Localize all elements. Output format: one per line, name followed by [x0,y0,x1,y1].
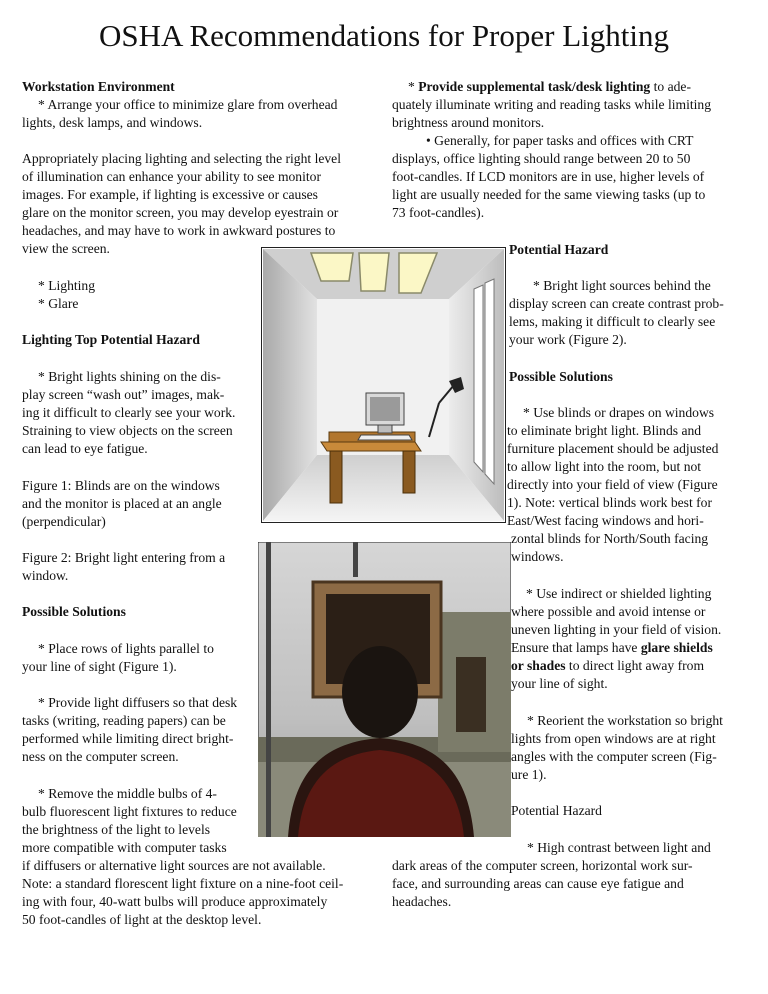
indirect-line-2: where possible and avoid intense or [511,604,706,619]
reorient-line-1: * Reorient the workstation so bright [527,713,723,728]
top-hazard-line-2: play screen “wash out” images, mak- [22,387,225,402]
contrast-line-4: headaches. [392,894,452,909]
supplemental-prefix: * [408,79,419,94]
supplemental-rest: to ade- [650,79,691,94]
solutions-heading-right: Possible Solutions [509,369,613,384]
hazard-line-4: your work (Figure 2). [509,332,627,347]
contrast-line-2: dark areas of the computer screen, horizontal work sur- [392,858,693,873]
page-title: OSHA Recommendations for Proper Lighting [99,18,669,53]
general-line-4: light are usually needed for the same viewing tasks (up to [392,187,706,202]
solutions-heading-left: Possible Solutions [22,604,126,619]
hazard-line-1: * Bright light sources behind the [533,278,711,293]
workstation-heading: Workstation Environment [22,79,175,94]
intro-line-6: view the screen. [22,241,110,256]
indirect-line-3: uneven lighting in your field of vision. [511,622,722,637]
remove-bulbs-line-8: 50 foot-candles of light at the desktop level. [22,912,262,927]
intro-line-5: headaches, and may have to work in awkward postures to [22,223,336,238]
intro-line-3: images. For example, if lighting is excessive or causes [22,187,318,202]
arrange-line-1: * Arrange your office to minimize glare from overhead [38,97,338,112]
lamps-rest: to direct light away from [565,658,705,673]
remove-bulbs-line-6: Note: a standard florescent light fixture on a nine-foot ceil- [22,876,344,891]
diffusers-line-3: performed while limiting direct bright- [22,731,234,746]
lamps-line-2 [511,657,704,675]
hazard-line-3: lems, making it difficult to clearly see [509,314,716,329]
reorient-line-2: lights from open windows are at right [511,731,716,746]
arrange-line-2: lights, desk lamps, and windows. [22,115,203,130]
contrast-line-1: * High contrast between light and [527,840,711,855]
blinds-line-1: * Use blinds or drapes on windows [523,405,715,420]
blinds-line-8: zontal blinds for North/South facing [511,531,709,546]
diffusers-line-2: tasks (writing, reading papers) can be [22,713,226,728]
blinds-line-4: to allow light into the room, but not [507,459,702,474]
lamps-bold-shades: or shades [511,658,566,673]
remove-bulbs-line-1: * Remove the middle bulbs of 4- [38,786,217,801]
supplemental-line-1 [408,78,691,96]
blinds-line-2: to eliminate bright light. Blinds and [507,423,702,438]
remove-bulbs-line-7: ing with four, 40-watt bulbs will produce approximately [22,894,328,909]
remove-bulbs-line-3: the brightness of the light to levels [22,822,211,837]
lamps-prefix: Ensure that lamps have [511,640,641,655]
blinds-line-6: 1). Note: vertical blinds work best for [507,495,712,510]
top-hazard-line-3: ing it difficult to clearly see your work. [22,405,236,420]
general-line-5: 73 foot-candles). [392,205,485,220]
topic-lighting: * Lighting [38,278,96,293]
supplemental-line-3: brightness around monitors. [392,115,545,130]
contrast-line-3: face, and surrounding areas can cause eye fatigue and [392,876,684,891]
blinds-line-9: windows. [511,549,564,564]
lamps-line-1 [511,639,713,657]
blinds-line-3: furniture placement should be adjusted [507,441,719,456]
top-hazard-line-5: can lead to eye fatigue. [22,441,148,456]
figure2-window-glare-photo [258,542,511,837]
remove-bulbs-line-4: more compatible with computer tasks [22,840,227,855]
place-rows-line-1: * Place rows of lights parallel to [38,641,214,656]
figure1-caption-3: (perpendicular) [22,514,106,529]
place-rows-line-2: your line of sight (Figure 1). [22,659,177,674]
top-hazard-line-1: * Bright lights shining on the dis- [38,369,221,384]
diffusers-line-1: * Provide light diffusers so that desk [38,695,238,710]
general-line-3: foot-candles. If LCD monitors are in use, higher levels of [392,169,705,184]
figure2-caption-1: Figure 2: Bright light entering from a [22,550,226,565]
lamps-line-3: your line of sight. [511,676,608,691]
general-line-1: • Generally, for paper tasks and offices with CRT [426,133,694,148]
supplemental-bold: Provide supplemental task/desk lighting [418,79,651,94]
hazard-line-2: display screen can create contrast prob- [509,296,724,311]
blinds-line-5: directly into your field of view (Figure [507,477,718,492]
remove-bulbs-line-5: if diffusers or alternative light sources are not available. [22,858,326,873]
reorient-line-3: angles with the computer screen (Fig- [511,749,717,764]
figure2-caption-2: window. [22,568,69,583]
intro-line-4: glare on the monitor screen, you may develop eyestrain or [22,205,339,220]
figure1-caption-2: and the monitor is placed at an angle [22,496,222,511]
blinds-line-7: East/West facing windows and hori- [507,513,704,528]
figure1-office-illustration [261,247,506,523]
top-hazard-heading: Lighting Top Potential Hazard [22,332,200,347]
reorient-line-4: ure 1). [511,767,547,782]
figure1-caption-1: Figure 1: Blinds are on the windows [22,478,220,493]
top-hazard-line-4: Straining to view objects on the screen [22,423,233,438]
general-line-2: displays, office lighting should range between 20 to 50 [392,151,691,166]
lamps-bold-glare-shields: glare shields [640,640,713,655]
remove-bulbs-line-2: bulb fluorescent light fixtures to reduce [22,804,237,819]
hazard-heading-right: Potential Hazard [509,242,609,257]
hazard2-heading: Potential Hazard [511,803,602,818]
indirect-line-1: * Use indirect or shielded lighting [526,586,712,601]
diffusers-line-4: ness on the computer screen. [22,749,179,764]
supplemental-line-2: quately illuminate writing and reading tasks while limiting [392,97,712,112]
intro-line-2: of illumination can enhance your ability to see monitor [22,169,321,184]
topic-glare: * Glare [38,296,79,311]
intro-line-1: Appropriately placing lighting and selecting the right level [22,151,341,166]
